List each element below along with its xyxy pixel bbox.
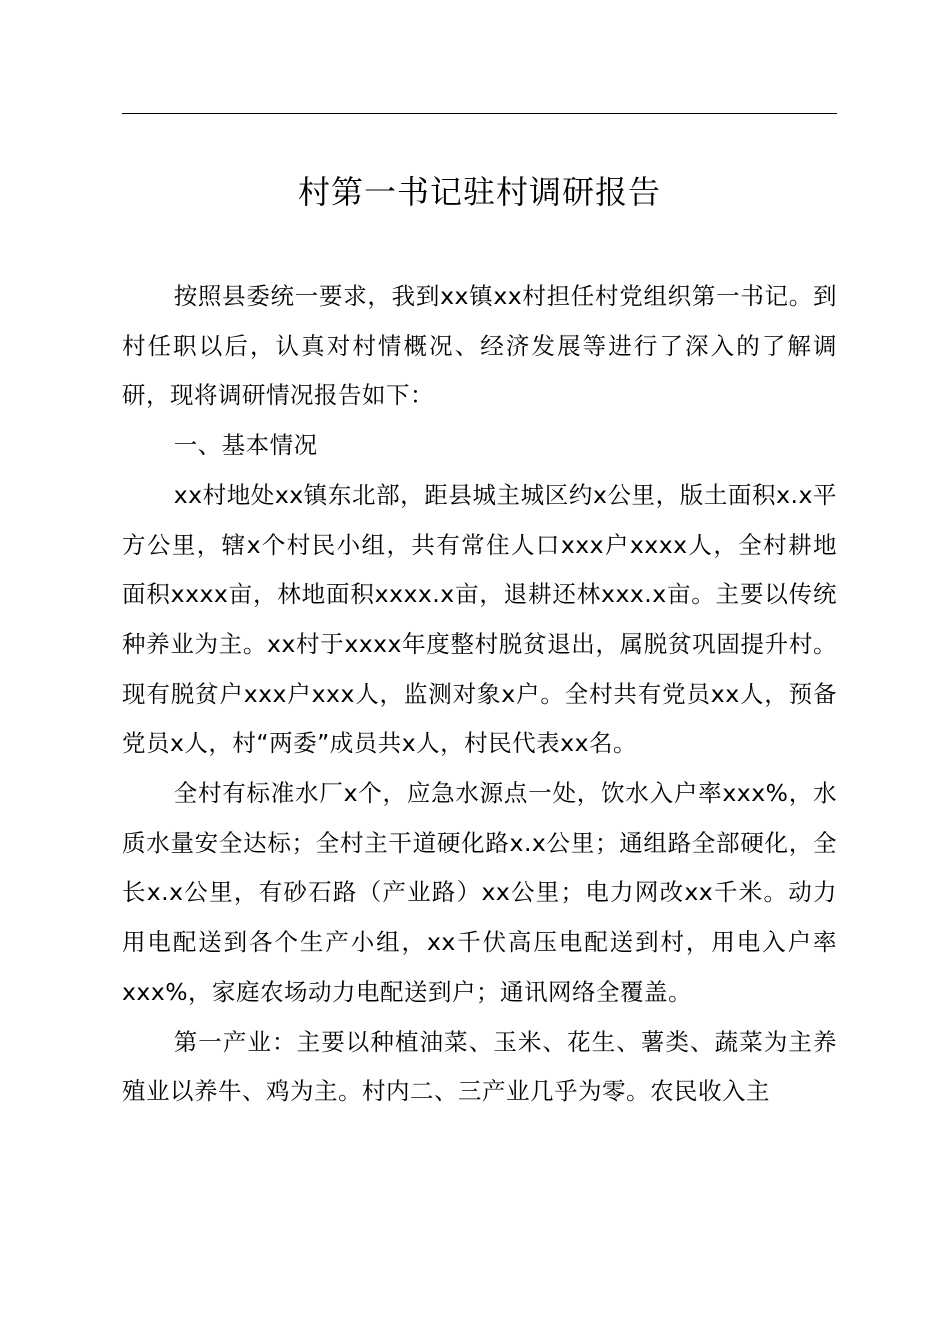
- header-rule: [122, 113, 837, 114]
- document-body: [122, 272, 837, 1117]
- industry-paragraph: 第一产业：主要以种植油菜、玉米、花生、薯类、蔬菜为主养殖业以养牛、鸡为主。村内二、三产业几乎为零。农民收入主: [122, 1027, 837, 1106]
- intro-paragraph: 按照县委统一要求，我到xx镇xx村担任村党组织第一书记。到村任职以后，认真对村情概况、经济发展等进行了深入的了解调研，现将调研情况报告如下：: [122, 282, 837, 410]
- document-title: 村第一书记驻村调研报告: [297, 173, 661, 211]
- basic-info-paragraph: xx村地处xx镇东北部，距县城主城区约x公里，版土面积x.x平方公里，辖x个村民小组，共有常住人口xxx户xxxx人，全村耕地面积xxxx亩，林地面积xxxx.x亩，退耕还林xxx.x亩。主要以传统种养业为主。xx村于xxxx年度整村脱贫退出，属脱贫巩固提升村。现有脱贫户xxx户xxx人，监测对象x户。全村共有党员xx人，预备党员x人，村“两委”成员共x人，村民代表xx名。: [122, 480, 837, 758]
- section-heading-basic: 一、基本情况: [173, 431, 318, 460]
- infrastructure-paragraph: 全村有标准水厂x个，应急水源点一处，饮水入户率xxx%，水质水量安全达标；全村主干道硬化路x.x公里；通组路全部硬化，全长x.x公里，有砂石路（产业路）xx公里；电力网改xx千米。动力用电配送到各个生产小组，xx千伏高压电配送到村，用电入户率xxx%，家庭农场动力电配送到户；通讯网络全覆盖。: [122, 779, 837, 1006]
